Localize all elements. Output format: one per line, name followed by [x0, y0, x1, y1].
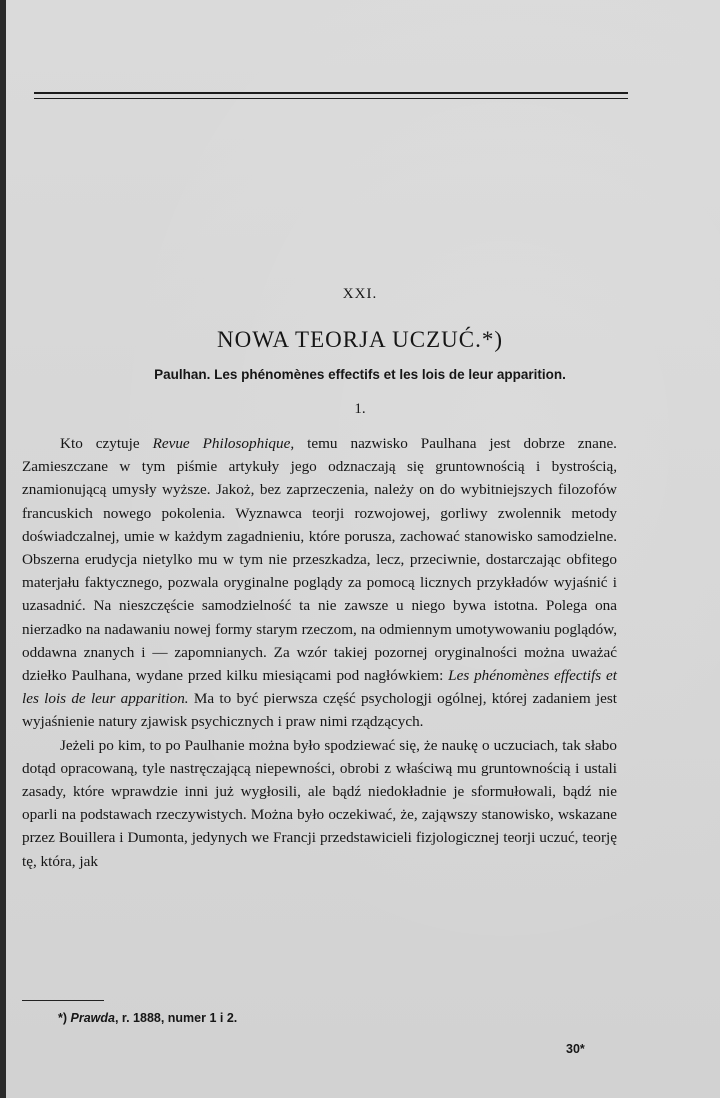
chapter-title: NOWA TEORJA UCZUĆ.*): [216, 327, 503, 352]
paragraph-1-text-c: Ma to być pierwsza część psychologji ogólnej, której zadaniem jest wyjaśnienie natury zjawisk psychicznych i praw nimi rządzących.: [22, 690, 618, 731]
footnote-text: , r. 1888, numer 1 i 2.: [114, 1011, 238, 1025]
journal-title: Revue Philosophique: [152, 435, 291, 452]
section-number: 1.: [354, 401, 366, 417]
footnote-marker: *): [58, 1011, 71, 1025]
footnote-source: Prawda: [70, 1011, 115, 1025]
paragraph-1-text-b: , temu nazwisko Paulhana jest dobrze znane. Zamieszczane w tym piśmie artykuły jego odznaczają się gruntownością i bystrością, znamionującą umysły wyższe. Jakoż, bez zaprzeczenia, należy on do wybitniejszych filozofów francuskich nowego pokolenia. Wyznawca teorji rozwojowej, gorliwy zwolennik metody doświadczalnej, umie w każdym zagadnieniu, które porusza, zachować stanowisko samodzielne. Obszerna erudycja nietylko mu w tym nie przeszkadza, lecz, przeciwnie, dostarczając obfitego materjału faktycznego, pozwala oryginalne poglądy za pomocą licznych przykładów wyjaśnić i uzasadnić. Na nieszczęście samodzielność ta nie zawsze u niego bywa istotna. Polega ona nierzadko na nadawaniu nowej formy starym rzeczom, na odmiennym umotywowaniu poglądów, oddawna znanych i — zapomnianych. Za wzór takiej pozornej oryginalności można uważać dziełko Paulhana, wydane przed kilku miesiącami pod nagłówkiem:: [22, 435, 617, 685]
body-text: [22, 432, 617, 873]
chapter-subtitle: Paulhan. Les phénomènes effectifs et les lois de leur apparition.: [154, 367, 566, 382]
footnote-rule: [22, 1000, 104, 1001]
chapter-number: XXI.: [342, 286, 378, 302]
paragraph-1: [22, 432, 617, 734]
paragraph-2: Jeżeli po kim, to po Paulhanie można było spodziewać się, że naukę o uczuciach, tak słabo dotąd opracowaną, tyle nastręczającą niepewności, obrobi z właściwą mu gruntownością i ustali zasady, które wprawdzie inni już wygłosili, ale bądź niedokładnie je sformułowali, bądź nie oparli na podstawach rzeczywistych. Można było oczekiwać, że, zająwszy stanowisko, wskazane przez Bouillera i Dumonta, jedynych we Francji przedstawicieli fizjologicznej teorji uczuć, teorję tę, która, jak: [22, 736, 617, 870]
page-spine-shadow: [0, 0, 6, 1098]
printer-signature: 30*: [566, 1042, 585, 1056]
header-rule-thick: [34, 92, 628, 94]
book-title: Les phénomènes effectifs et les lois de leur apparition.: [22, 667, 617, 708]
paragraph-1-text-a: Kto czytuje: [60, 435, 153, 452]
footnote: [58, 1011, 237, 1025]
header-rule-thin: [34, 98, 628, 99]
